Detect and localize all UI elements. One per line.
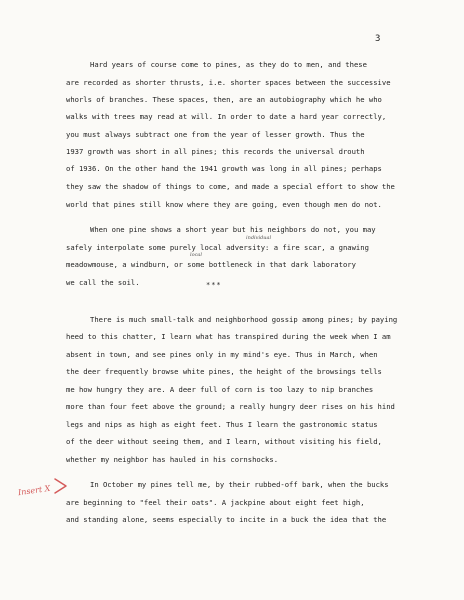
section-separator: *** <box>206 281 222 289</box>
paragraph-2-line-4: we call the soil. <box>66 278 140 287</box>
paragraph-1-line-1: Hard years of course come to pines, as they do to men, and these <box>90 60 367 69</box>
paragraph-3-line-4: the deer frequently browse white pines, the height of the browsings tells <box>66 367 382 376</box>
paragraph-4-line-3: and standing alone, seems especially to incite in a buck the idea that the <box>66 515 387 524</box>
paragraph-4-line-1: In October my pines tell me, by their rubbed-off bark, when the bucks <box>90 480 389 489</box>
paragraph-3-line-7: legs and nips as high as eight feet. Thus I learn the gastronomic status <box>66 420 378 429</box>
insert-margin-note: Insert X <box>17 483 51 498</box>
paragraph-1-line-7: of 1936. On the other hand the 1941 growth was long in all pines; perhaps <box>66 164 382 173</box>
paragraph-3-line-2: heed to this chatter, I learn what has transpired during the week when I am <box>66 332 391 341</box>
paragraph-3-line-9: whether my neighbor has hauled in his cornshocks. <box>66 455 279 464</box>
paragraph-1-line-4: walks with trees may read at will. In order to date a hard year correctly, <box>66 112 387 121</box>
insert-mark-icon <box>53 477 69 495</box>
paragraph-1-line-6: 1937 growth was short in all pines; this records the universal drouth <box>66 147 365 156</box>
page-number: 3 <box>375 34 381 44</box>
paragraph-3-line-5: me how hungry they are. A deer full of corn is too lazy to nip branches <box>66 385 374 394</box>
paragraph-3-line-6: more than four feet above the ground; a really hungry deer rises on his hind <box>66 402 395 411</box>
paragraph-3-line-8: of the deer without seeing them, and I learn, without visiting his field, <box>66 437 382 446</box>
paragraph-1-line-5: you must always subtract one from the year of lesser growth. Thus the <box>66 130 365 139</box>
paragraph-2-line-1: When one pine shows a short year but his neighbors do not, you may <box>90 225 376 234</box>
paragraph-2-line-3: meadowmouse, a windburn, or some bottleneck in that dark laboratory <box>66 260 356 269</box>
paragraph-2-line-2: safely interpolate some purely local adversity: a fire scar, a gnawing <box>66 243 369 252</box>
paragraph-1-line-8: they saw the shadow of things to come, and made a special effort to show the <box>66 182 395 191</box>
handwritten-annotation-individual: individual <box>246 235 272 241</box>
handwritten-annotation-local: local <box>190 252 202 258</box>
paragraph-3-line-1: There is much small-talk and neighborhood gossip among pines; by paying <box>90 315 398 324</box>
paragraph-1-line-2: are recorded as shorter thrusts, i.e. shorter spaces between the successive <box>66 78 391 87</box>
paragraph-4-line-2: are beginning to "feel their oats". A jackpine about eight feet high, <box>66 498 365 507</box>
paragraph-1-line-9: world that pines still know where they are going, even though men do not. <box>66 200 382 209</box>
paragraph-1-line-3: whorls of branches. These spaces, then, are an autobiography which he who <box>66 95 382 104</box>
paragraph-3-line-3: absent in town, and see pines only in my mind's eye. Thus in March, when <box>66 350 378 359</box>
